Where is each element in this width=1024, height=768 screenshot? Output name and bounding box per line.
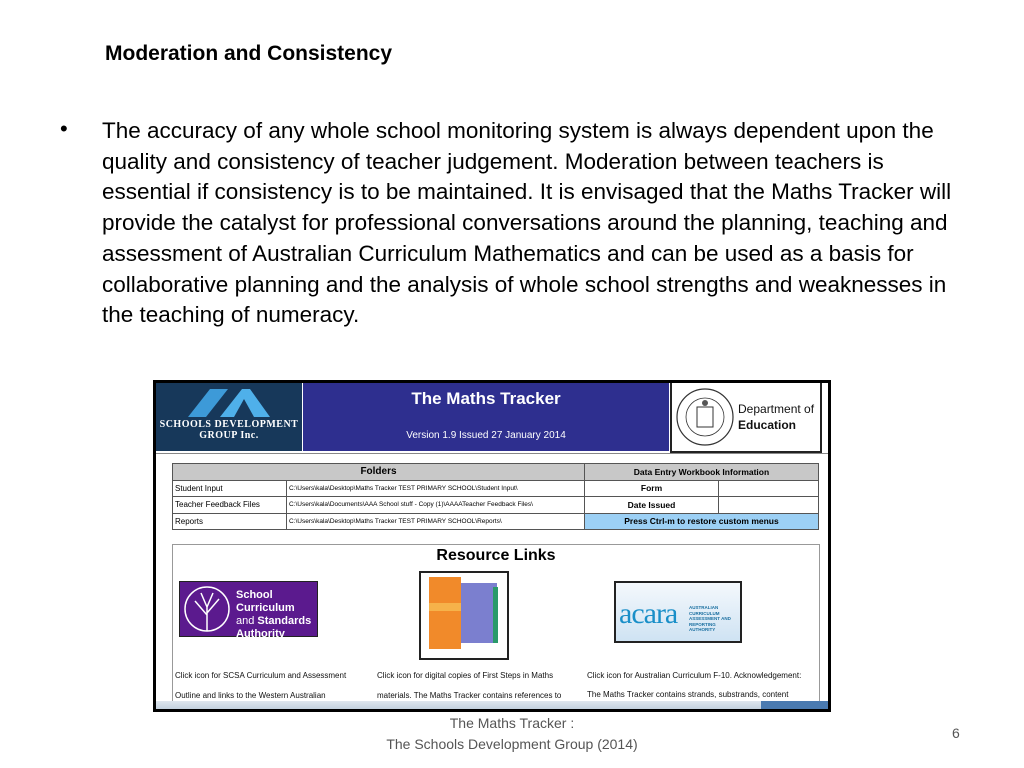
first-steps-caption: Click icon for digital copies of First Steps in Maths materials. The Maths Tracker contains references to <box>377 671 562 700</box>
form-value[interactable] <box>719 480 819 497</box>
table-row <box>173 513 819 530</box>
folders-table <box>172 463 819 530</box>
wa-crest-icon <box>675 387 735 447</box>
scsa-line2b: Standards <box>257 615 312 627</box>
sdg-logo <box>156 383 302 451</box>
folders-header: Folders <box>173 464 585 481</box>
maths-tracker-screenshot <box>153 380 831 712</box>
scsa-line1: School Curriculum <box>236 589 295 614</box>
resource-links-panel <box>172 544 820 712</box>
scsa-line3: Authority <box>236 628 285 640</box>
folder-path[interactable]: C:\Users\kala\Desktop\Maths Tracker TEST PRIMARY SCHOOL\Reports\ <box>287 513 585 530</box>
acara-caption: Click icon for Australian Curriculum F-10. Acknowledgement: The Maths Tracker contains strands, substrands, content <box>587 671 802 699</box>
horizontal-scrollbar[interactable] <box>156 701 831 712</box>
tracker-banner <box>303 383 669 451</box>
date-issued-value[interactable] <box>719 497 819 514</box>
acara-link[interactable] <box>614 581 742 643</box>
department-logo <box>670 383 822 453</box>
folder-label: Reports <box>173 513 287 530</box>
first-steps-link[interactable] <box>419 571 509 660</box>
first-steps-books-icon <box>421 573 507 658</box>
restore-menus-note: Press Ctrl-m to restore custom menus <box>585 513 819 530</box>
bullet-marker: • <box>60 116 68 141</box>
info-label: Date Issued <box>585 497 719 514</box>
table-row <box>173 497 819 514</box>
folder-path[interactable]: C:\Users\kala\Documents\AAA School stuff - Copy (1)\AAAATeacher Feedback Files\ <box>287 497 585 514</box>
folder-label: Student Input <box>173 480 287 497</box>
bullet-text: The accuracy of any whole school monitoring system is always dependent upon the quality and consistency of teacher judgement. Moderation between teachers is essential if consistency is to be maintained. It is envisaged that the Maths Tracker will provide the catalyst for professional conversations around the planning, teaching and assessment of Australian Curriculum Mathematics and can be used as a basis for collaborative planning and the analysis of whole school strengths and weaknesses in the teaching of numeracy. <box>102 118 952 328</box>
resource-links-header: Resource Links <box>436 547 556 564</box>
scrollbar-thumb[interactable] <box>761 701 831 712</box>
info-header: Data Entry Workbook Information <box>585 464 819 481</box>
scsa-caption: Click icon for SCSA Curriculum and Assessment Outline and links to the Western Australian <box>175 671 347 700</box>
folder-label: Teacher Feedback Files <box>173 497 287 514</box>
info-label: Form <box>585 480 719 497</box>
page-number: 6 <box>952 725 960 741</box>
acara-subtitle: AUSTRALIAN CURRICULUM ASSESSMENT AND REPORTING AUTHORITY <box>689 605 731 632</box>
sdg-mountain-icon <box>184 387 274 419</box>
scsa-link[interactable] <box>179 581 318 640</box>
footer-line2: The Schools Development Group (2014) <box>386 736 638 752</box>
table-row <box>173 480 819 497</box>
slide-title: Moderation and Consistency <box>105 42 393 65</box>
sdg-name-line2: GROUP Inc. <box>199 430 259 441</box>
sdg-name-line1: SCHOOLS DEVELOPMENT <box>159 419 299 430</box>
department-line2: Education <box>738 418 797 432</box>
scsa-line2a: and <box>236 615 258 627</box>
acara-logo: acara <box>619 597 678 630</box>
tracker-version: Version 1.9 Issued 27 January 2014 <box>406 430 566 441</box>
department-line1: Department of <box>738 402 815 416</box>
tracker-title: The Maths Tracker <box>411 389 561 408</box>
footer-line1: The Maths Tracker : <box>449 715 575 731</box>
scsa-tree-icon <box>183 585 231 633</box>
folder-path[interactable]: C:\Users\kala\Desktop\Maths Tracker TEST PRIMARY SCHOOL\Student Input\ <box>287 480 585 497</box>
divider <box>156 453 831 454</box>
